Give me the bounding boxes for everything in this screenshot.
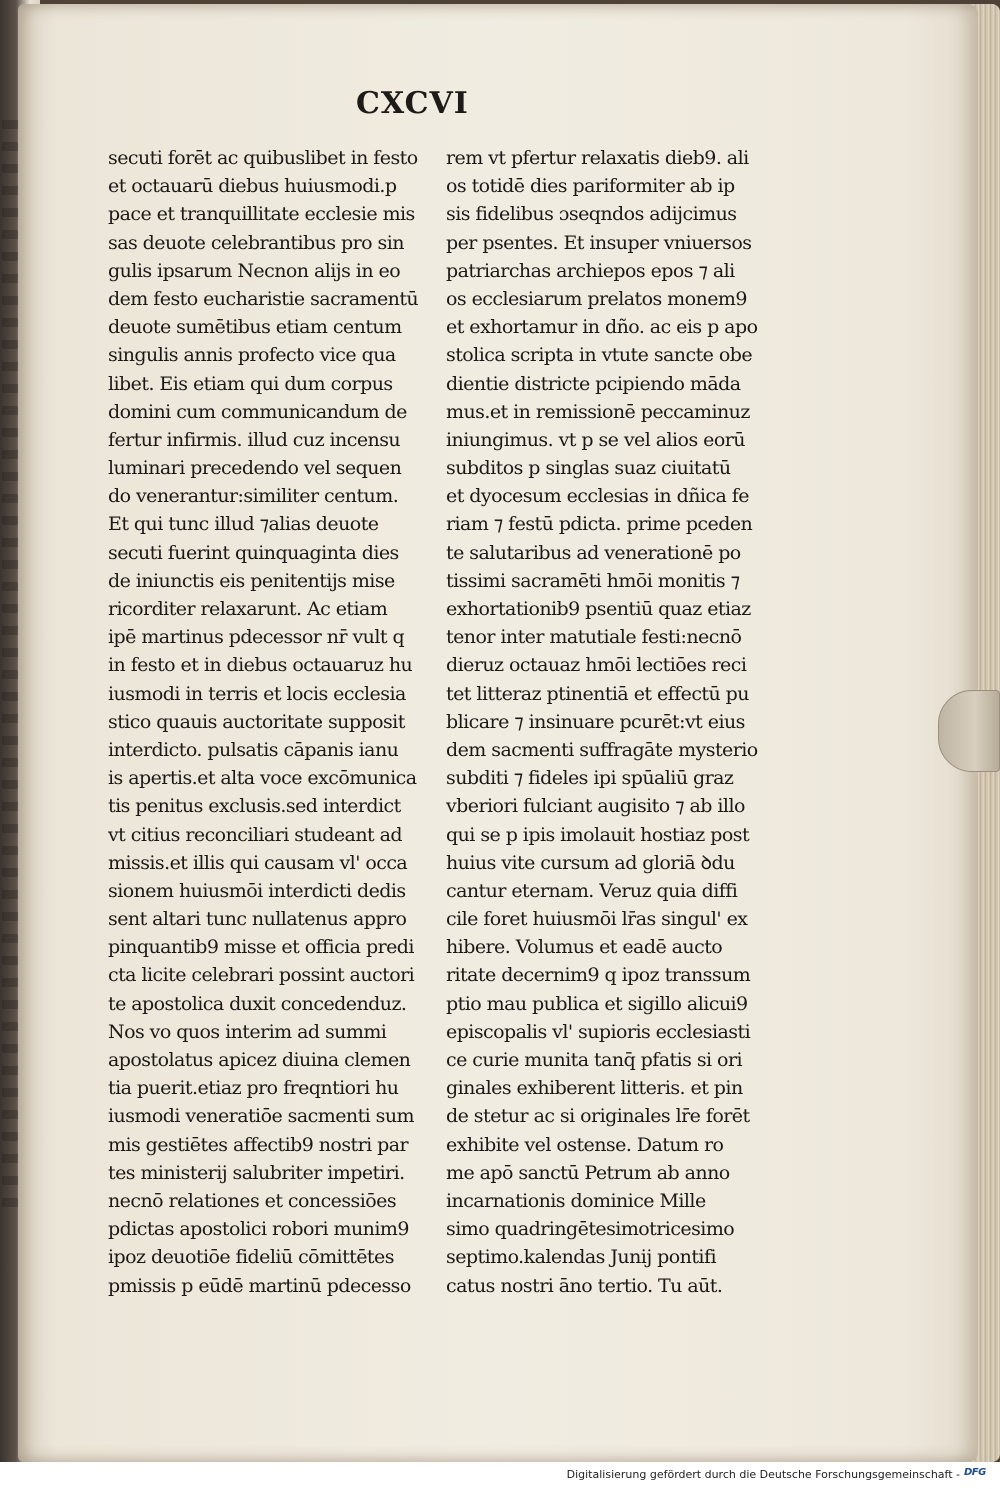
text-line: in festo et in diebus octauaruz hu — [108, 654, 413, 677]
text-line: et exhortamur in dño. ac eis p apo — [446, 316, 758, 339]
footer-band — [0, 1462, 1000, 1489]
text-line: te salutaribus ad venerationē po — [446, 541, 741, 564]
text-line: vberiori fulciant augisito ⁊ ab illo — [446, 795, 745, 818]
text-line: gulis ipsarum Necnon alijs in eo — [108, 259, 401, 282]
text-line: secuti forēt ac quibuslibet in festo — [108, 147, 418, 169]
text-line: ipē martinus pdecessor nr̄ vult q — [108, 626, 405, 649]
text-line: tes ministerij salubriter impetiri. — [108, 1161, 405, 1184]
text-line: riam ⁊ festū pdicta. prime pceden — [446, 513, 753, 536]
text-line: episcopalis vl' supioris ecclesiasti — [446, 1020, 751, 1043]
page-clip-tab — [938, 690, 1000, 772]
text-line: pmissis p eūdē martinū pdecesso — [108, 1274, 411, 1297]
text-line: patriarchas archiepos epos ⁊ ali — [446, 259, 735, 282]
text-line: ce curie munita tanq̄ pfatis si ori — [446, 1049, 743, 1071]
text-line: cantur eternam. Veruz quia diffi — [446, 879, 738, 902]
text-line: ritate decernim9 q ipoz transsum — [446, 964, 751, 987]
text-line: ipoz deuotiōe fideliū cōmittētes — [108, 1246, 394, 1269]
text-line: subditos p singlas suaz ciuitatū — [446, 457, 731, 480]
text-line: te apostolica duxit concedenduz. — [108, 992, 407, 1015]
text-line: interdicto. pulsatis cāpanis ianu — [108, 738, 399, 761]
text-line: stico quauis auctoritate supposit — [108, 710, 405, 733]
text-line: stolica scripta in vtute sancte obe — [446, 344, 753, 367]
text-line: vt citius reconciliari studeant ad — [108, 823, 402, 846]
text-line: tenor inter matutiale festi:necnō — [446, 626, 742, 649]
text-line: dem festo eucharistie sacramentū — [108, 287, 419, 310]
text-line: de iniunctis eis penitentijs mise — [108, 569, 395, 592]
text-line: luminari precedendo vel sequen — [108, 457, 402, 480]
text-line: ptio mau publica et sigillo alicui9 — [446, 992, 748, 1015]
text-line: secuti fuerint quinquaginta dies — [108, 541, 399, 564]
text-line: septimo.kalendas Junij pontifi — [446, 1246, 716, 1269]
text-line: pdictas apostolici robori munim9 — [108, 1218, 409, 1241]
text-line: qui se p ipis imolauit hostiaz post — [446, 823, 750, 846]
text-line: dem sacmenti suffragāte mysterio — [446, 738, 758, 761]
text-line: necnō relationes et concessiōes — [108, 1189, 397, 1212]
text-line: cile foret huiusmōi lr̄as singul' ex — [446, 908, 748, 931]
text-line: mis gestiētes affectib9 nostri par — [108, 1133, 409, 1156]
text-line: cta licite celebrari possint auctori — [108, 964, 415, 987]
text-line: huius vite cursum ad gloriā ꝺdu — [446, 851, 735, 874]
text-line: iusmodi veneratiōe sacmenti sum — [108, 1105, 415, 1128]
text-line: missis.et illis qui causam vl' occa — [108, 851, 408, 874]
text-line: tissimi sacramēti hmōi monitis ⁊ — [446, 569, 740, 592]
text-line: incarnationis dominice Mille — [446, 1189, 706, 1212]
text-line: Nos vo quos interim ad summi — [108, 1020, 387, 1043]
text-line: os ecclesiarum prelatos monem9 — [446, 287, 747, 310]
text-line: mus.et in remissionē peccaminuz — [446, 400, 750, 423]
book-page — [18, 4, 978, 1462]
text-line: et octauarū diebus huiusmodi.p — [108, 175, 397, 198]
text-line: Et qui tunc illud ⁊alias deuote — [108, 513, 379, 536]
text-line: tia puerit.etiaz pro freqntiori hu — [108, 1077, 399, 1100]
text-line: blicare ⁊ insinuare pcurēt:vt eius — [446, 710, 745, 733]
text-line: libet. Eis etiam qui dum corpus — [108, 372, 393, 395]
text-line: pinquantib9 misse et officia predi — [108, 936, 414, 959]
text-line: iusmodi in terris et locis ecclesia — [108, 682, 406, 705]
text-line: domini cum communicandum de — [108, 400, 407, 423]
text-line: ginales exhiberent litteris. et pin — [446, 1077, 743, 1100]
text-line: iniungimus. vt p se vel alios eorū — [446, 428, 745, 451]
text-line: rem vt pfertur relaxatis dieb9. ali — [446, 147, 749, 169]
text-line: exhibite vel ostense. Datum ro — [446, 1133, 724, 1156]
text-line: singulis annis profecto vice qua — [108, 344, 396, 367]
text-line: sionem huiusmōi interdicti dedis — [108, 879, 406, 902]
text-column-left — [108, 144, 438, 1300]
funding-credit: Digitalisierung gefördert durch die Deutsche Forschungsgemeinschaft - — [566, 1468, 960, 1481]
text-line: per psentes. Et insuper vniuersos — [446, 231, 752, 254]
text-line: me apō sanctū Petrum ab anno — [446, 1161, 730, 1184]
text-line: tet litteraz ptinentiā et effectū pu — [446, 682, 749, 705]
dfg-logo: DFG — [964, 1467, 986, 1478]
text-line: dientie districte pcipiendo māda — [446, 372, 741, 395]
text-line: simo quadringētesimotricesimo — [446, 1218, 735, 1241]
text-column-right — [446, 144, 776, 1300]
text-line: do venerantur:similiter centum. — [108, 485, 399, 508]
text-line: tis penitus exclusis.sed interdict — [108, 795, 401, 818]
text-line: de stetur ac si originales lr̄e forēt — [446, 1105, 750, 1128]
text-line: fertur infirmis. illud cuz incensu — [108, 428, 401, 451]
text-line: subditi ⁊ fideles ipi spūaliū graz — [446, 767, 734, 790]
text-line: hibere. Volumus et eadē aucto — [446, 936, 723, 959]
text-line: et dyocesum ecclesias in dñica fe — [446, 485, 749, 508]
text-line: pace et tranquillitate ecclesie mis — [108, 203, 415, 226]
text-line: catus nostri āno tertio. Tu aūt. — [446, 1274, 723, 1297]
text-line: sis fidelibus ɔseqndos adijcimus — [446, 203, 737, 226]
text-line: sas deuote celebrantibus pro sin — [108, 231, 404, 254]
text-line: os totidē dies pariformiter ab ip — [446, 175, 735, 198]
text-line: apostolatus apicez diuina clemen — [108, 1049, 411, 1071]
text-line: ricorditer relaxarunt. Ac etiam — [108, 598, 388, 620]
text-line: exhortationib9 psentiū quaz etiaz — [446, 598, 751, 620]
text-line: deuote sumētibus etiam centum — [108, 316, 402, 339]
text-line: is apertis.et alta voce excōmunica — [108, 767, 417, 790]
text-line: dieruz octauaz hmōi lectiōes reci — [446, 654, 747, 677]
folio-number: CXCVI — [356, 86, 469, 121]
text-line: sent altari tunc nullatenus appro — [108, 908, 407, 931]
